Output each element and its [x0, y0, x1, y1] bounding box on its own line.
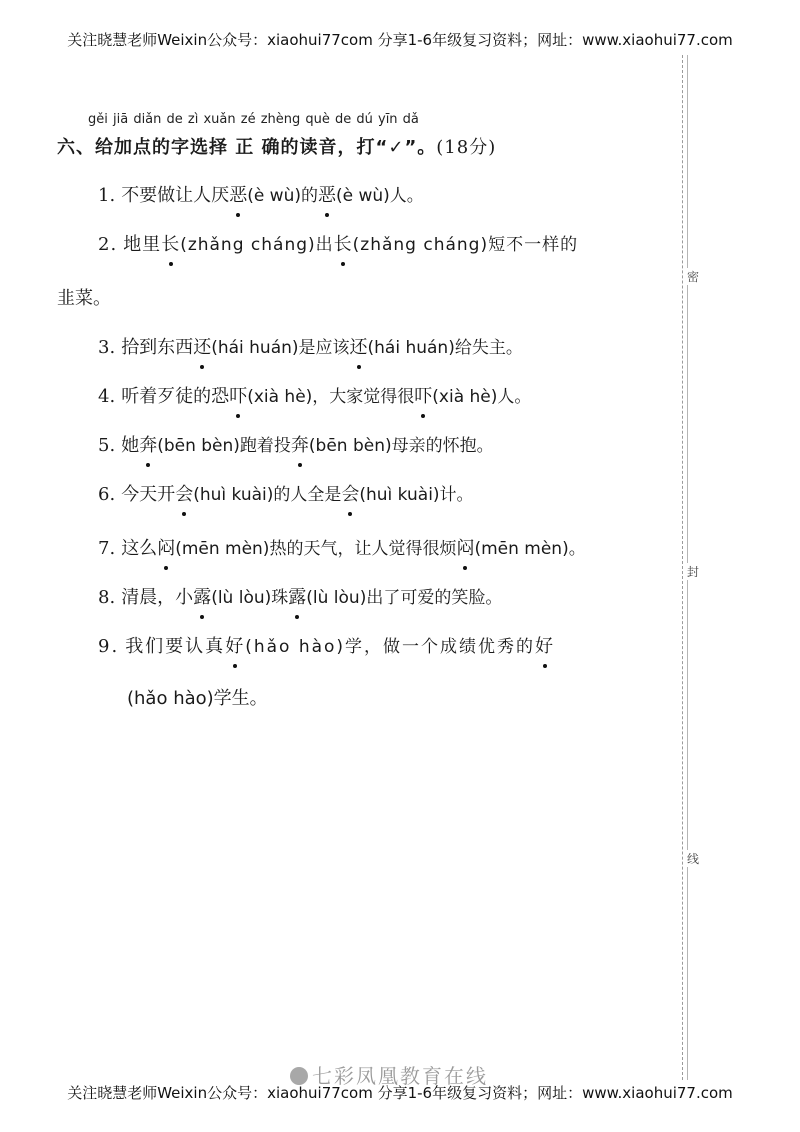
dotted-char: 奔	[139, 433, 157, 459]
pinyin-options[interactable]: (bēn bèn)母亲的怀抱。	[308, 436, 494, 456]
question-number: 4.	[98, 386, 116, 407]
dotted-char: 露	[288, 585, 306, 611]
binding-char-xian: 线	[684, 850, 702, 867]
section-title-pinyin: gěi jiā diǎn de zì xuǎn zé zhèng què de dú yīn dǎ	[88, 112, 419, 127]
dotted-char: 闷	[157, 536, 175, 562]
dotted-char: 好	[225, 634, 245, 660]
watermark-text: 七彩凤凰教育在线	[312, 1064, 488, 1088]
dotted-char: 闷	[456, 536, 474, 562]
pinyin-options[interactable]: (zhǎng cháng)出	[180, 235, 334, 255]
pinyin-options[interactable]: (mēn mèn)热的天气，让人觉得很烦	[175, 539, 457, 559]
pinyin-options[interactable]: (è wù)人。	[336, 186, 424, 206]
binding-dashed-line	[682, 55, 683, 1080]
question-number: 2.	[98, 234, 118, 255]
pinyin-options[interactable]: (lù lòu)珠	[211, 588, 289, 608]
question-text: 今天开	[121, 484, 176, 505]
question-text: 她	[121, 435, 140, 456]
question-9	[98, 634, 555, 660]
pinyin-options[interactable]: (hái huán)是应该	[211, 338, 350, 358]
question-text: 这么	[121, 538, 158, 559]
dotted-char: 长	[334, 232, 353, 258]
dotted-char: 好	[535, 634, 555, 660]
pinyin-options[interactable]: (hái huán)给失主。	[367, 338, 523, 358]
question-text: 清晨，小	[121, 587, 194, 608]
pinyin-options[interactable]: (lù lòu)出了可爱的笑脸。	[306, 588, 503, 608]
question-9-continuation[interactable]: (hǎo hào)学生。	[127, 688, 268, 709]
top-banner: 关注晓慧老师Weixin公众号：xiaohui77com 分享1-6年级复习资料；网址：www.xiaohui77.com	[67, 31, 733, 49]
question-4	[98, 384, 531, 410]
binding-char-feng: 封	[684, 563, 702, 580]
question-number: 6.	[98, 484, 116, 505]
question-2-continuation: 韭菜。	[57, 288, 111, 309]
pinyin-options[interactable]: (xià hè)，大家觉得很	[247, 387, 415, 407]
dotted-char: 还	[193, 335, 211, 361]
question-number: 9.	[98, 636, 120, 657]
pinyin-options[interactable]: (xià hè)人。	[432, 387, 532, 407]
dotted-char: 会	[341, 482, 359, 508]
question-5	[98, 433, 494, 459]
dotted-char: 会	[175, 482, 193, 508]
bottom-banner: 关注晓慧老师Weixin公众号：xiaohui77com 分享1-6年级复习资料；网址：www.xiaohui77.com	[67, 1084, 733, 1102]
dotted-char: 恶	[318, 183, 336, 209]
section-title-text: 六、给加点的字选择 正 确的读音，打“✓”。	[57, 137, 437, 158]
question-number: 8.	[98, 587, 116, 608]
question-number: 1.	[98, 185, 116, 206]
dotted-char: 奔	[291, 433, 309, 459]
question-text: 听着歹徒的恐	[121, 386, 230, 407]
binding-char-mi: 密	[684, 268, 702, 285]
question-number: 5.	[98, 435, 116, 456]
question-number: 7.	[98, 538, 116, 559]
question-text: 地里	[123, 234, 162, 255]
question-7	[98, 536, 586, 562]
question-8	[98, 585, 502, 611]
dotted-char: 恶	[229, 183, 247, 209]
question-1	[98, 183, 424, 209]
pinyin-options[interactable]: (mēn mèn)。	[474, 539, 586, 559]
pinyin-options[interactable]: (bēn bèn)跑着投	[157, 436, 291, 456]
pinyin-options[interactable]: (huì kuài)的人全是	[193, 485, 342, 505]
question-text: 不要做让人厌	[121, 185, 230, 206]
question-2	[98, 232, 578, 258]
dotted-char: 吓	[414, 384, 432, 410]
question-number: 3.	[98, 337, 116, 358]
dotted-char: 长	[161, 232, 180, 258]
dotted-char: 还	[350, 335, 368, 361]
question-text: 我们要认真	[125, 636, 226, 657]
question-text: 拾到东西	[121, 337, 194, 358]
pinyin-options[interactable]: (zhǎng cháng)短不一样的	[352, 235, 579, 255]
dotted-char: 吓	[229, 384, 247, 410]
question-6	[98, 482, 474, 508]
dotted-char: 露	[193, 585, 211, 611]
pinyin-options[interactable]: (hǎo hào)学，做一个成绩优秀的	[245, 637, 536, 657]
pinyin-options[interactable]: (huì kuài)计。	[359, 485, 474, 505]
section-score: (18分)	[436, 137, 497, 158]
section-title	[57, 133, 496, 159]
question-3	[98, 335, 523, 361]
pinyin-options[interactable]: (è wù)的	[247, 186, 318, 206]
